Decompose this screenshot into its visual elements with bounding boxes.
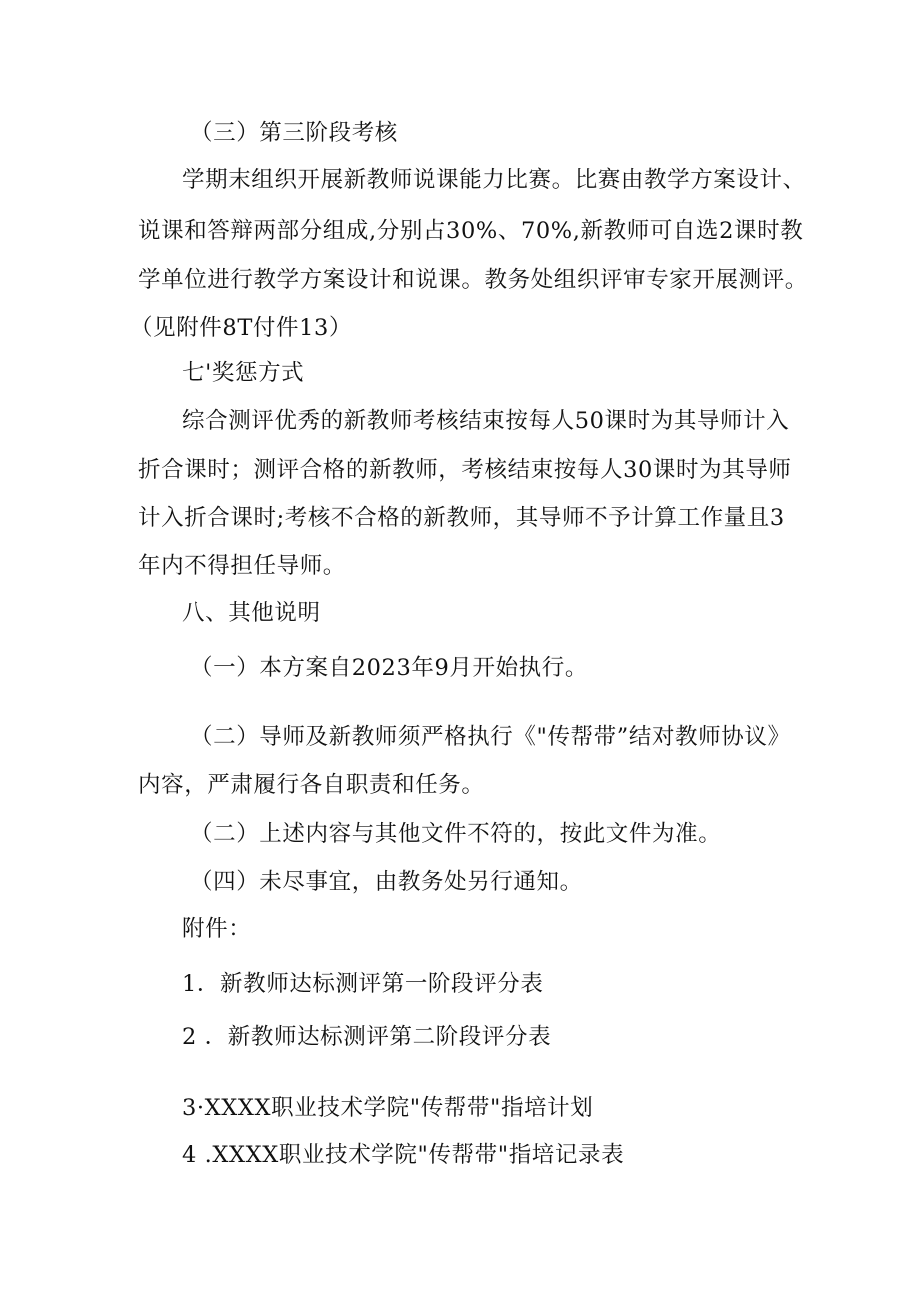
attachment-item: 4 .XXXX职业技术学院"传帮带"指培记录表 (182, 1142, 625, 1168)
paragraph-line: 计入折合课时;考核不合格的新教师，其导师不予计算工作量且3 (138, 505, 785, 531)
paragraph-line: （二）导师及新教师须严格执行《"传帮带”结对教师协议》 (190, 724, 791, 750)
paragraph-line: （见附件8T付件13） (130, 315, 353, 341)
paragraph-line: （一）本方案自2023年9月开始执行。 (190, 655, 588, 681)
section-heading-other-notes: 八、其他说明 (182, 600, 321, 626)
paragraph-line: 综合测评优秀的新教师考核结束按每人50课时为其导师计入 (182, 408, 790, 434)
paragraph-line: 说课和答辩两部分组成,分别占30%、70%,新教师可自选2课时教 (138, 218, 804, 244)
paragraph-line: 折合课时；测评合格的新教师，考核结束按每人30课时为其导师 (138, 457, 792, 483)
attachments-heading: 附件： (182, 916, 252, 942)
paragraph-line: 学单位进行教学方案设计和说课。教务处组织评审专家开展测评。 (138, 267, 808, 293)
attachment-item: 2 ．新教师达标测评第二阶段评分表 (182, 1024, 552, 1050)
attachment-item: 3·XXXX职业技术学院"传帮带"指培计划 (182, 1095, 594, 1121)
paragraph-line: （二）上述内容与其他文件不符的，按此文件为准。 (190, 821, 722, 847)
section-heading-rewards: 七'奖惩方式 (182, 360, 305, 386)
attachment-item: 1．新教师达标测评第一阶段评分表 (182, 971, 544, 997)
section-heading-stage-three: （三）第三阶段考核 (190, 120, 398, 146)
paragraph-line: 内容，严肃履行各自职责和任务。 (138, 772, 485, 798)
paragraph-line: （四）未尽事宜，由教务处另行通知。 (190, 869, 583, 895)
paragraph-line: 学期末组织开展新教师说课能力比赛。比赛由教学方案设计、 (182, 167, 806, 193)
paragraph-line: 年内不得担任导师。 (138, 553, 346, 579)
